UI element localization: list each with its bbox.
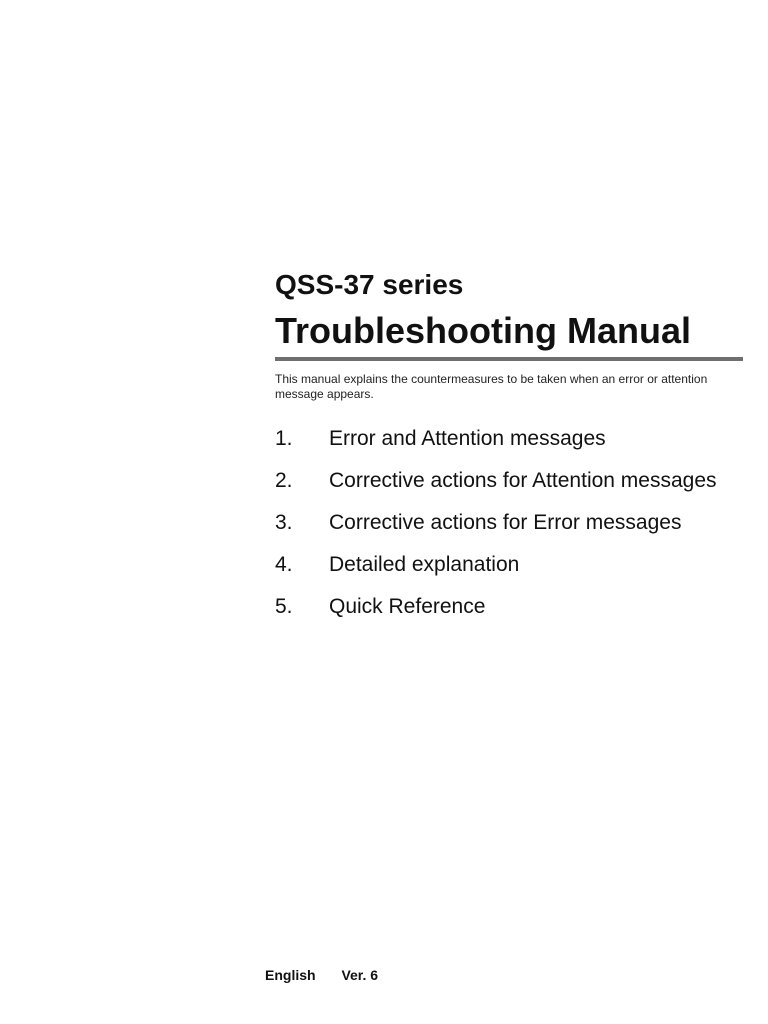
title-divider [275,357,743,361]
toc-item-label: Quick Reference [329,595,486,618]
toc-item-number: 1. [275,427,293,450]
toc-item-label: Corrective actions for Error messages [329,511,682,534]
toc-item-label: Corrective actions for Attention messages [329,469,717,492]
toc-item-number: 5. [275,595,293,618]
toc-item-3 [275,509,745,536]
language-label: English [265,967,316,983]
toc-item-number: 4. [275,553,293,576]
table-of-contents [275,425,745,635]
cover-footer [265,966,378,984]
toc-item-4 [275,551,745,578]
toc-item-1 [275,425,745,452]
toc-item-number: 2. [275,469,293,492]
toc-item-number: 3. [275,511,293,534]
toc-item-5 [275,593,745,620]
version-label: Ver. 6 [341,967,379,983]
intro-paragraph: This manual explains the countermeasures to be taken when an error or attention message appears. [275,372,708,401]
toc-item-label: Detailed explanation [329,553,520,576]
product-series-heading: QSS-37 series [275,269,464,300]
manual-title: Troubleshooting Manual [275,310,691,351]
toc-item-2 [275,467,745,494]
toc-item-label: Error and Attention messages [329,427,606,450]
